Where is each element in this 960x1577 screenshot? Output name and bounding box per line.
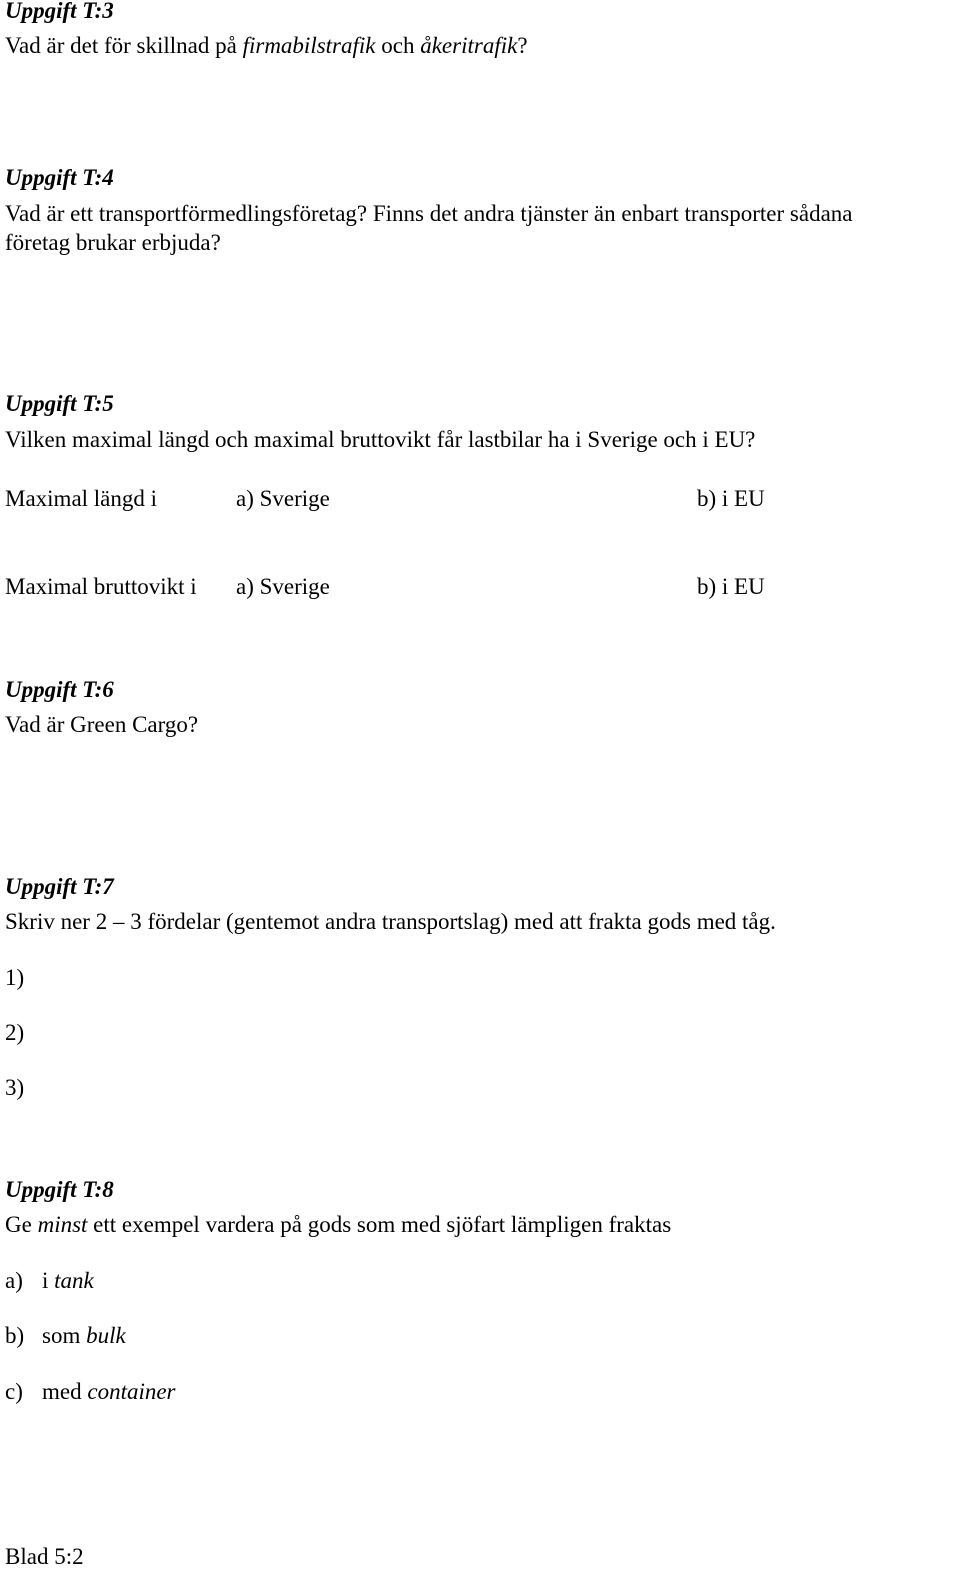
- t5-row1-label: Maximal längd i: [5, 486, 158, 511]
- t8-q-part1: Ge: [5, 1212, 38, 1237]
- task-t6-question: Vad är Green Cargo?: [5, 712, 199, 737]
- t8-option-a: [0, 1267, 400, 1295]
- t8-option-c-label: c): [5, 1379, 23, 1404]
- t8-q-em: minst: [37, 1212, 88, 1237]
- task-t4-question-line1: Vad är ett transportförmedlingsföretag? Finns det andra tjänster än enbart transporter sådana: [5, 201, 853, 226]
- task-t5-heading: Uppgift T:5: [5, 391, 114, 416]
- t5-row2-a: a) Sverige: [236, 574, 330, 599]
- t3-q-part3: ?: [517, 33, 528, 58]
- task-t8-question: [5, 1211, 671, 1239]
- t8-option-c: [0, 1378, 400, 1406]
- t5-row2-b: b) i EU: [697, 574, 765, 599]
- task-t7-question: Skriv ner 2 – 3 fördelar (gentemot andra transportslag) med att frakta gods med tåg.: [5, 909, 776, 934]
- t3-q-part1: Vad är det för skillnad på: [5, 33, 243, 58]
- t8-option-c-prefix: med: [42, 1379, 88, 1404]
- t8-option-c-em: container: [87, 1379, 176, 1404]
- t8-option-b-prefix: som: [42, 1323, 87, 1348]
- t7-item-3: 3): [5, 1075, 25, 1100]
- task-t4-question-line2: företag brukar erbjuda?: [5, 230, 221, 255]
- task-t3-question: [5, 32, 528, 60]
- t8-q-part2: ett exempel vardera på gods som med sjöfart lämpligen fraktas: [87, 1212, 672, 1237]
- t8-option-a-text: [42, 1267, 94, 1295]
- t8-option-b-em: bulk: [86, 1323, 126, 1348]
- t7-item-2: 2): [5, 1020, 25, 1045]
- task-t4-heading: Uppgift T:4: [5, 165, 114, 190]
- t5-row1-b: b) i EU: [697, 486, 765, 511]
- task-t7-heading: Uppgift T:7: [5, 874, 114, 899]
- t8-option-a-label: a): [5, 1268, 23, 1293]
- t8-option-c-text: [42, 1378, 176, 1406]
- t8-option-b-text: [42, 1322, 126, 1350]
- task-t8-heading: Uppgift T:8: [5, 1177, 114, 1202]
- t8-option-a-prefix: i: [42, 1268, 55, 1293]
- t8-option-b: [0, 1322, 400, 1350]
- task-t3-heading: Uppgift T:3: [5, 0, 114, 23]
- t3-q-em1: firmabilstrafik: [242, 33, 376, 58]
- t3-q-part2: och: [375, 33, 421, 58]
- t3-q-em2: åkeritrafik: [420, 33, 518, 58]
- t5-row2-label: Maximal bruttovikt i: [5, 574, 197, 599]
- task-t6-heading: Uppgift T:6: [5, 677, 114, 702]
- t5-row1-a: a) Sverige: [236, 486, 330, 511]
- t8-option-a-em: tank: [54, 1268, 94, 1293]
- t7-item-1: 1): [5, 965, 25, 990]
- page-number: Blad 5:2: [5, 1544, 84, 1569]
- task-t5-question: Vilken maximal längd och maximal bruttovikt får lastbilar ha i Sverige och i EU?: [5, 427, 756, 452]
- t8-option-b-label: b): [5, 1323, 25, 1348]
